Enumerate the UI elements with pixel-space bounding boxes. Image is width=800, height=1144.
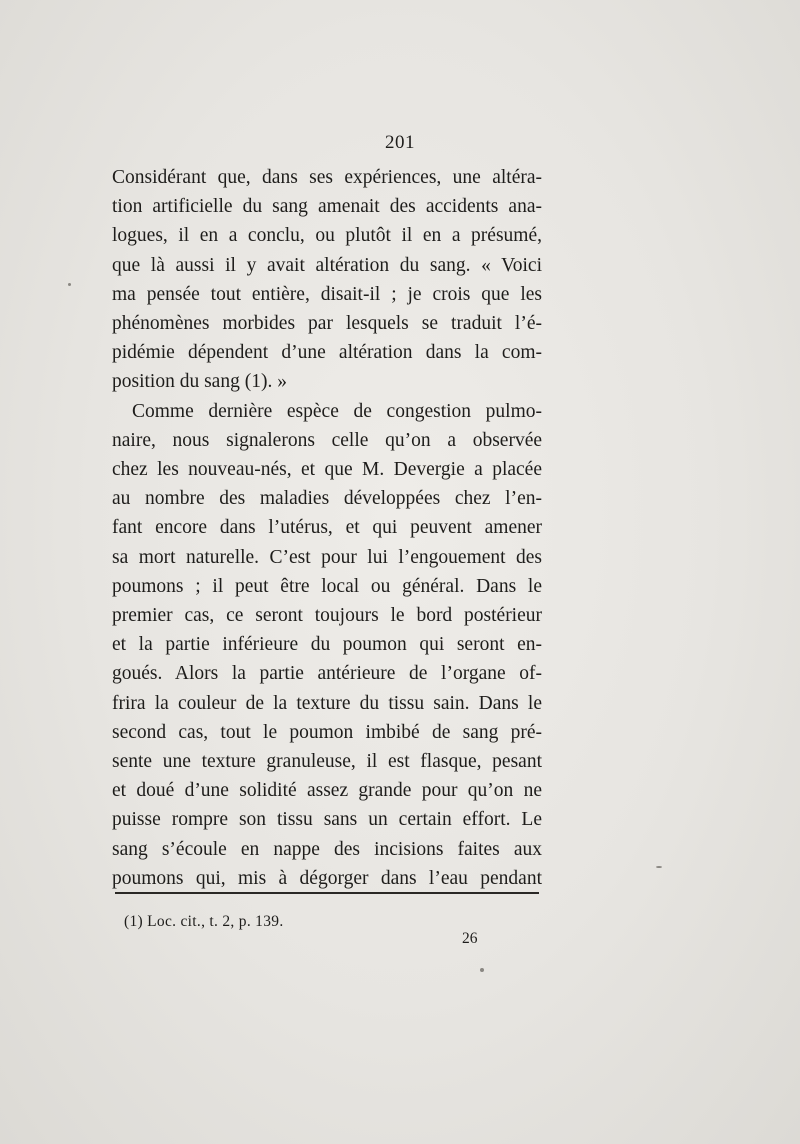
text-line: premier cas, ce seront toujours le bord postérieur xyxy=(112,605,542,627)
footnote-rule xyxy=(115,892,539,894)
text-line: position du sang (1). » xyxy=(112,371,287,393)
text-line: ma pensée tout entière, disait-il ; je crois que les xyxy=(112,283,542,305)
text-line: puisse rompre son tissu sans un certain effort. Le xyxy=(112,809,542,831)
text-line: poumons ; il peut être local ou général. Dans le xyxy=(112,575,542,597)
text-line: au nombre des maladies développées chez l’en- xyxy=(112,488,542,510)
page-number: 201 xyxy=(385,132,415,153)
text-line: sa mort naturelle. C’est pour lui l’engouement des xyxy=(112,546,542,568)
text-line: second cas, tout le poumon imbibé de sang pré- xyxy=(112,721,542,743)
text-line: Comme dernière espèce de congestion pulmo- xyxy=(132,400,542,422)
text-line: frira la couleur de la texture du tissu sain. Dans le xyxy=(112,692,542,714)
text-line: que là aussi il y avait altération du sang. « Voici xyxy=(112,254,542,276)
text-line: Considérant que, dans ses expériences, une altéra- xyxy=(112,167,542,188)
text-line: chez les nouveau-nés, et que M. Devergie a placée xyxy=(112,459,542,481)
text-line: et doué d’une solidité assez grande pour qu’on ne xyxy=(112,780,542,802)
text-line: sente une texture granuleuse, il est flasque, pesant xyxy=(112,751,542,773)
signature-mark: 26 xyxy=(462,930,478,947)
paper-speck xyxy=(656,866,662,868)
text-line: et la partie inférieure du poumon qui seront en- xyxy=(112,634,542,656)
paper-speck xyxy=(480,968,484,972)
text-line: naire, nous signalerons celle qu’on a observée xyxy=(112,429,542,451)
footnote: (1) Loc. cit., t. 2, p. 139. xyxy=(124,913,284,930)
text-line: sang s’écoule en nappe des incisions faites aux xyxy=(112,838,542,860)
text-line: poumons qui, mis à dégorger dans l’eau pendant xyxy=(112,867,542,889)
text-line: phénomènes morbides par lesquels se traduit l’é- xyxy=(112,313,542,335)
body-text xyxy=(112,163,542,893)
text-line: tion artificielle du sang amenait des accidents ana- xyxy=(112,196,542,218)
paper-speck xyxy=(68,283,71,286)
text-line: pidémie dépendent d’une altération dans la com- xyxy=(112,342,542,364)
text-line: logues, il en a conclu, ou plutôt il en a présumé, xyxy=(112,225,542,247)
text-line: goués. Alors la partie antérieure de l’organe of- xyxy=(112,663,542,685)
text-line: fant encore dans l’utérus, et qui peuvent amener xyxy=(112,517,542,539)
